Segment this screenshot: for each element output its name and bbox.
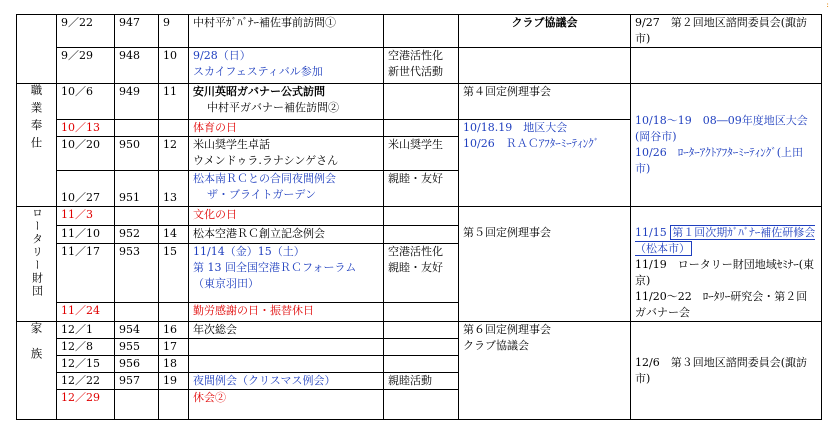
count-cell: 14 <box>159 225 189 244</box>
club-cell: クラブ協議会 <box>459 15 631 48</box>
other-cell <box>631 48 822 84</box>
meeting-no-cell <box>115 120 159 137</box>
count-cell: 10 <box>159 48 189 84</box>
count-cell: 9 <box>159 15 189 48</box>
committee-cell <box>384 225 459 244</box>
section-rotary-zaidan <box>17 207 57 322</box>
other-cell: 12/6 第３回地区諮問委員会(諏訪市) <box>631 322 822 420</box>
event-line: ウメンドゥラ.ラナシンゲさん <box>193 154 339 167</box>
meeting-no-cell: 948 <box>115 48 159 84</box>
count-cell: 16 <box>159 322 189 339</box>
count-cell: 18 <box>159 356 189 373</box>
committee-cell: 親睦・友好 <box>384 171 459 207</box>
event-line: （東京羽田） <box>193 277 259 291</box>
date-cell: 11／24 <box>57 303 115 322</box>
meeting-no-cell <box>115 390 159 420</box>
meeting-no-cell: 956 <box>115 356 159 373</box>
count-cell <box>159 303 189 322</box>
date-cell: 12／15 <box>57 356 115 373</box>
section-label: 家族 <box>29 322 44 373</box>
meeting-no-cell: 947 <box>115 15 159 48</box>
count-cell: 15 <box>159 244 189 303</box>
date-cell: 11／3 <box>57 207 115 226</box>
other-cell: 9/27 第２回地区諮問委員会(諏訪市) <box>631 15 822 48</box>
other-line: 10/18～19 08―09年度地区大会(岡谷市) <box>635 114 808 143</box>
meeting-no-cell: 952 <box>115 225 159 244</box>
date-cell: 10／20 <box>57 137 115 171</box>
club-cell <box>459 322 631 420</box>
event-line: ザ・ブライトガーデン <box>207 188 317 201</box>
event-cell <box>189 84 384 120</box>
date-cell: 9／22 <box>57 15 115 48</box>
club-cell <box>459 207 631 322</box>
meeting-no-cell <box>115 303 159 322</box>
club-line: 10/18.19 地区大会 <box>463 121 568 134</box>
count-cell: 13 <box>159 171 189 207</box>
section-kazoku <box>17 322 57 420</box>
meeting-no-cell: 957 <box>115 373 159 390</box>
committee-cell <box>384 84 459 120</box>
event-cell <box>189 48 384 84</box>
event-line: 第 13 回全国空港ＲＣフォーラム <box>193 261 357 275</box>
event-cell: 休会② <box>189 390 384 420</box>
event-cell: 勤労感謝の日・振替休日 <box>189 303 384 322</box>
section-cell-top <box>17 15 57 84</box>
meeting-no-cell: 949 <box>115 84 159 120</box>
meeting-no-cell: 955 <box>115 339 159 356</box>
club-line: 第６回定例理事会 <box>463 323 551 336</box>
club-line: 10/26 ＲＡＣｱﾌﾀｰﾐｰﾃｨﾝｸﾞ <box>463 137 600 150</box>
committee-line: 空港活性化 <box>388 49 443 62</box>
event-line: 安川英昭ガバナー公式訪問 <box>193 85 325 98</box>
count-cell: 19 <box>159 373 189 390</box>
meeting-no-cell: 954 <box>115 322 159 339</box>
other-line: 11/20～22 ﾛｰﾀﾘｰ研究会・第２回ガバナー会 <box>635 290 808 319</box>
committee-cell <box>384 339 459 356</box>
count-cell: 17 <box>159 339 189 356</box>
other-cell <box>631 207 822 322</box>
committee-cell <box>384 244 459 303</box>
event-line: 中村平ガバナー補佐訪問② <box>207 101 339 114</box>
other-line: 10/26 ﾛｰﾀｰｱｸﾄｱﾌﾀｰﾐｰﾃｨﾝｸﾞ(上田市) <box>635 146 803 175</box>
event-line: 11/14（金）15（土） <box>193 245 305 259</box>
section-shokugyo <box>17 84 57 207</box>
committee-line: 空港活性化 <box>388 245 443 259</box>
date-cell: 9／29 <box>57 48 115 84</box>
event-cell: 年次総会 <box>189 322 384 339</box>
table-row <box>17 48 822 84</box>
committee-cell <box>384 303 459 322</box>
event-cell: 夜間例会（クリスマス例会） <box>189 373 384 390</box>
meeting-no-cell <box>115 207 159 226</box>
committee-cell <box>384 15 459 48</box>
committee-line: 新世代活動 <box>388 65 443 78</box>
date-cell: 10／13 <box>57 120 115 137</box>
date-cell: 11／17 <box>57 244 115 303</box>
table-row <box>17 207 822 226</box>
count-cell <box>159 390 189 420</box>
event-cell: 中村平ｶﾞﾊﾞﾅｰ補佐事前訪問① <box>189 15 384 48</box>
other-line <box>635 225 817 257</box>
table-row <box>17 322 822 339</box>
count-cell <box>159 120 189 137</box>
committee-cell <box>384 356 459 373</box>
event-cell <box>189 137 384 171</box>
meeting-no-cell: 950 <box>115 137 159 171</box>
committee-cell <box>384 207 459 226</box>
club-cell: 第４回定例理事会 <box>459 84 631 120</box>
club-line: クラブ協議会 <box>463 339 529 352</box>
section-label: 職業奉仕 <box>29 84 44 154</box>
event-cell: 松本空港ＲＣ創立記念例会 <box>189 225 384 244</box>
event-cell <box>189 171 384 207</box>
club-cell <box>459 48 631 84</box>
club-line: 第５回定例理事会 <box>463 226 551 239</box>
count-cell: 11 <box>159 84 189 120</box>
date-cell: 10／6 <box>57 84 115 120</box>
date-cell: 12／8 <box>57 339 115 356</box>
corner-mark: : <box>826 0 829 9</box>
date-cell: 10／27 <box>57 171 115 207</box>
other-cell <box>631 84 822 207</box>
section-label: ロータリー財団 <box>30 207 44 298</box>
event-cell: 体育の日 <box>189 120 384 137</box>
date-cell: 12／1 <box>57 322 115 339</box>
committee-cell <box>384 390 459 420</box>
date-cell: 12／29 <box>57 390 115 420</box>
table-row <box>17 15 822 48</box>
committee-cell <box>384 48 459 84</box>
event-cell <box>189 356 384 373</box>
meeting-no-cell: 951 <box>115 171 159 207</box>
count-cell <box>159 207 189 226</box>
event-line: 米山奨学生卓話 <box>193 138 270 151</box>
count-cell: 12 <box>159 137 189 171</box>
committee-cell: 親睦活動 <box>384 373 459 390</box>
schedule-table <box>16 14 822 420</box>
meeting-no-cell: 953 <box>115 244 159 303</box>
committee-cell <box>384 120 459 137</box>
committee-cell: 米山奨学生 <box>384 137 459 171</box>
highlight-box: 第１回次期ｶﾞﾊﾞﾅｰ補佐研修会（松本市） <box>635 226 816 255</box>
event-line: 松本南ＲＣとの合同夜間例会 <box>193 172 336 185</box>
event-cell <box>189 339 384 356</box>
date-cell: 12／22 <box>57 373 115 390</box>
event-cell <box>189 244 384 303</box>
event-line: 9/28（日） <box>193 49 251 62</box>
other-line: 11/19 ロータリー財団地域ｾﾐﾅｰ(東京) <box>635 258 814 287</box>
date-cell: 11／10 <box>57 225 115 244</box>
committee-cell <box>384 322 459 339</box>
event-cell: 文化の日 <box>189 207 384 226</box>
other-date: 11/15 <box>635 226 667 239</box>
club-cell <box>459 120 631 207</box>
committee-line: 親睦・友好 <box>388 261 443 275</box>
table-row <box>17 84 822 120</box>
event-line: スカイフェスティバル参加 <box>193 65 323 78</box>
